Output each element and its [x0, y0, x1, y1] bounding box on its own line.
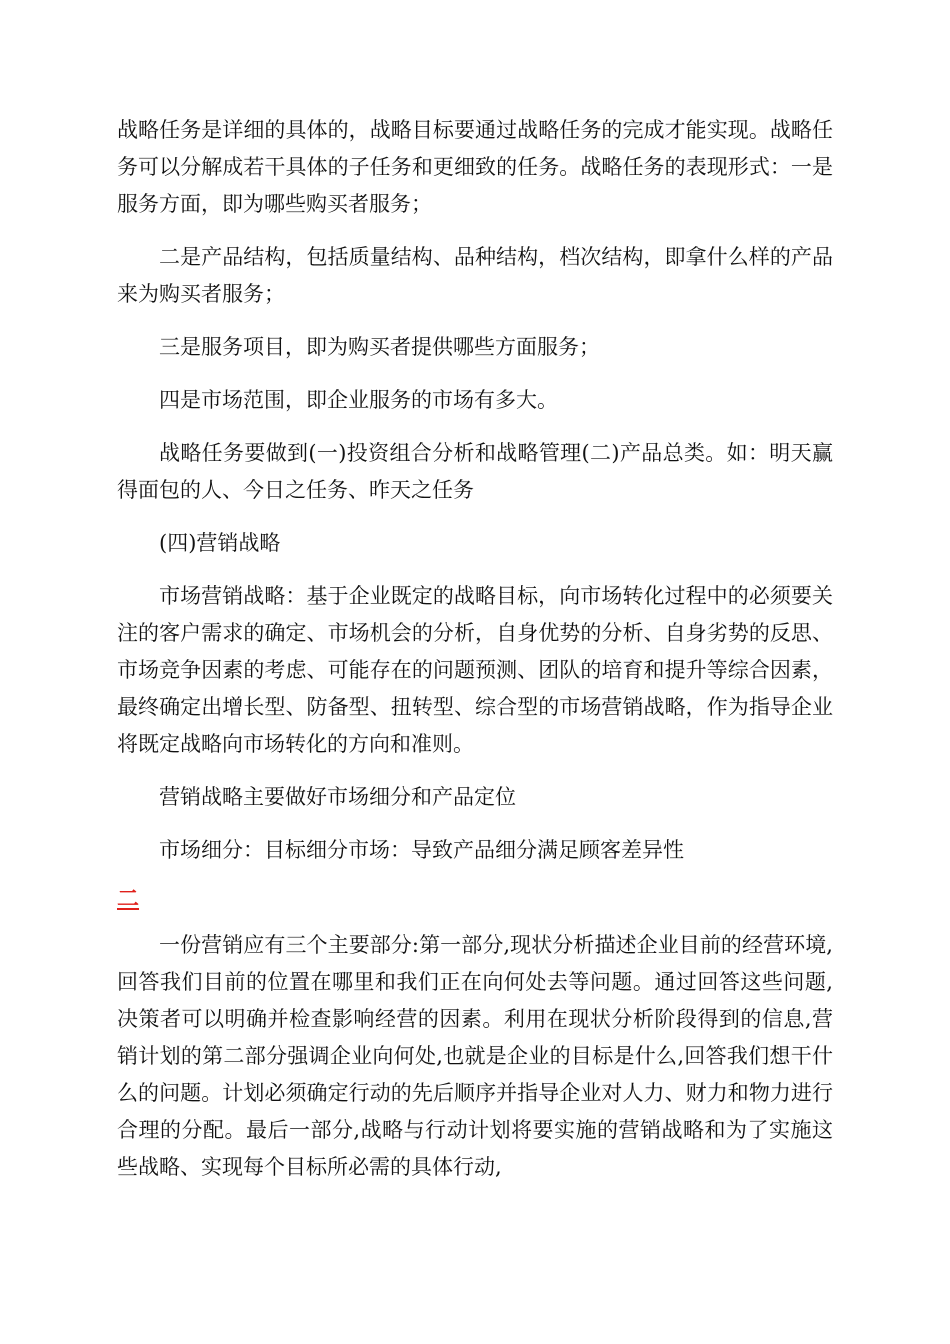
paragraph-marketing-strategy-definition: 市场营销战略：基于企业既定的战略目标，向市场转化过程中的必须要关注的客户需求的确定、市场机会的分析，自身优势的分析、自身劣势的反思、市场竞争因素的考虑、可能存在的问题预测、团队的培育和提升等综合因素，最终确定出增长型、防备型、扭转型、综合型的市场营销战略，作为指导企业将既定战略向市场转化的方向和准则。 — [117, 584, 833, 756]
paragraph-service-items: 三是服务项目，即为购买者提供哪些方面服务； — [159, 335, 600, 359]
document-page — [117, 112, 833, 1202]
subheading-marketing-strategy: (四)营销战略 — [159, 531, 281, 555]
paragraph-product-structure: 二是产品结构，包括质量结构、品种结构，档次结构，即拿什么样的产品来为购买者服务； — [117, 245, 833, 306]
paragraph-marketing-plan-parts: 一份营销应有三个主要部分:第一部分,现状分析描述企业目前的经营环境,回答我们目前的位置在哪里和我们正在向何处去等问题。通过回答这些问题,决策者可以明确并检查影响经营的因素。利用在现状分析阶段得到的信息,营销计划的第二部分强调企业向何处,也就是企业的目标是什么,回答我们想干什么的问题。计划必须确定行动的先后顺序并指导企业对人力、财力和物力进行合理的分配。最后一部分,战略与行动计划将要实施的营销战略和为了实施这些战略、实现每个目标所必需的具体行动, — [117, 933, 833, 1179]
paragraph-market-scope: 四是市场范围，即企业服务的市场有多大。 — [159, 388, 558, 412]
section-heading-two: 二 — [117, 887, 140, 912]
paragraph-market-segmentation: 市场细分：目标细分市场：导致产品细分满足顾客差异性 — [159, 838, 684, 862]
paragraph-segmentation-positioning: 营销战略主要做好市场细分和产品定位 — [159, 785, 516, 809]
paragraph-task-requirements: 战略任务要做到(一)投资组合分析和战略管理(二)产品总类。如：明天赢得面包的人、今日之任务、昨天之任务 — [117, 441, 833, 502]
paragraph-strategic-tasks: 战略任务是详细的具体的，战略目标要通过战略任务的完成才能实现。战略任务可以分解成若干具体的子任务和更细致的任务。战略任务的表现形式：一是服务方面，即为哪些购买者服务； — [117, 118, 833, 216]
